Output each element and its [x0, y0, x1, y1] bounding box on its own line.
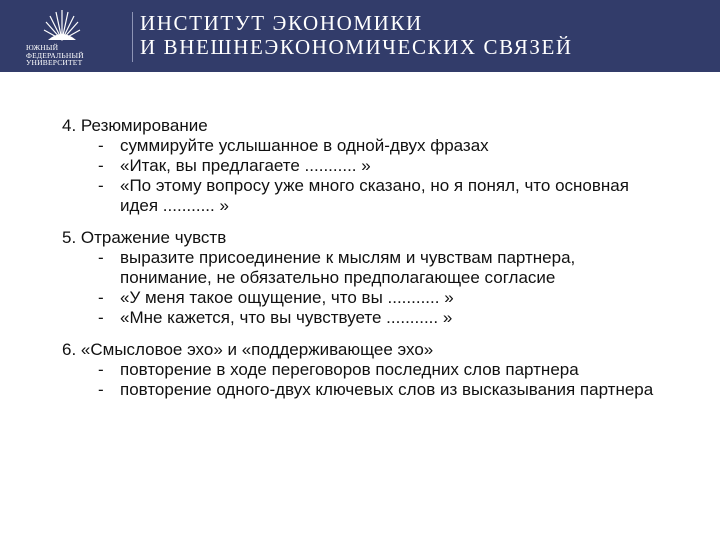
- logo-text: [26, 44, 84, 67]
- list-item: [62, 156, 662, 176]
- list-item-text: выразите присоединение к мыслям и чувствам партнера, понимание, не обязательно предполагающее согласие: [120, 248, 576, 287]
- section-reflecting-feelings: [62, 228, 662, 328]
- bullet-dash: -: [98, 380, 104, 399]
- section-summarizing: [62, 116, 662, 216]
- title-line-2: И ВНЕШНЕЭКОНОМИЧЕСКИХ СВЯЗЕЙ: [140, 35, 573, 59]
- header-bar: [0, 0, 720, 72]
- bullet-dash: -: [98, 176, 104, 195]
- bullet-dash: -: [98, 248, 104, 267]
- list-item: [62, 248, 662, 288]
- list-item-text: «Мне кажется, что вы чувствуете ........... »: [120, 308, 453, 327]
- section-heading: 5. Отражение чувств: [62, 228, 227, 247]
- list-item: [62, 308, 662, 328]
- list-item: [62, 360, 662, 380]
- bullet-dash: -: [98, 308, 104, 327]
- section-heading: 6. «Смысловое эхо» и «поддерживающее эхо»: [62, 340, 434, 359]
- bullet-dash: -: [98, 136, 104, 155]
- university-logo: [26, 6, 122, 66]
- list-item: [62, 288, 662, 308]
- slide-content: [62, 116, 662, 412]
- bullet-dash: -: [98, 156, 104, 175]
- section-heading: 4. Резюмирование: [62, 116, 208, 135]
- logo-line: УНИВЕРСИТЕТ: [26, 58, 83, 67]
- list-item-text: «По этому вопросу уже много сказано, но я понял, что основная идея ........... »: [120, 176, 629, 215]
- bullet-dash: -: [98, 360, 104, 379]
- list-item-text: суммируйте услышанное в одной-двух фразах: [120, 136, 489, 155]
- logo-line: ЮЖНЫЙ: [26, 43, 59, 52]
- bullet-list: [62, 136, 662, 216]
- list-item-text: повторение одного-двух ключевых слов из высказывания партнера: [120, 380, 654, 399]
- list-item: [62, 176, 662, 216]
- bullet-list: [62, 248, 662, 328]
- list-item-text: «Итак, вы предлагаете ........... »: [120, 156, 371, 175]
- header-divider: [132, 12, 133, 62]
- list-item: [62, 380, 662, 400]
- list-item-text: повторение в ходе переговоров последних слов партнера: [120, 360, 579, 379]
- list-item-text: «У меня такое ощущение, что вы ........... »: [120, 288, 454, 307]
- bullet-list: [62, 360, 662, 400]
- section-echo: [62, 340, 662, 400]
- bullet-dash: -: [98, 288, 104, 307]
- logo-line: ФЕДЕРАЛЬНЫЙ: [26, 50, 84, 60]
- title-line-1: ИНСТИТУТ ЭКОНОМИКИ: [140, 11, 423, 35]
- institute-title: [140, 11, 573, 59]
- sunburst-logo-icon: [42, 6, 82, 42]
- list-item: [62, 136, 662, 156]
